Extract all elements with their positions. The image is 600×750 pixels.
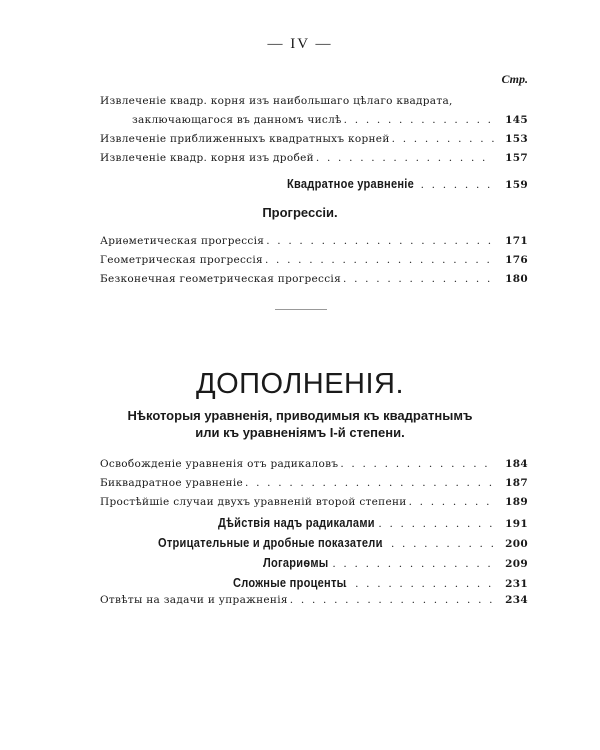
dot-leader — [409, 496, 494, 508]
dot-leader — [265, 254, 494, 266]
entry-page: 209 — [505, 558, 528, 570]
entry-title: Простѣйшіе случаи двухъ уравненій второй степени — [100, 496, 407, 508]
page-column-header: Стр. — [501, 72, 528, 86]
entry-page: 180 — [505, 273, 528, 285]
dot-leader — [343, 273, 494, 285]
entry-page: 187 — [505, 477, 528, 489]
dot-leader — [380, 538, 494, 550]
page-number: — IV — — [267, 36, 333, 52]
toc-entry-chapter[interactable] — [158, 535, 528, 553]
toc-entry-chapter[interactable] — [287, 176, 528, 194]
toc-entry[interactable] — [100, 496, 528, 514]
entry-page: 200 — [505, 538, 528, 550]
section-heading-progressions: Прогрессіи. — [262, 205, 338, 220]
entry-title: Дѣйствія надъ радикалами — [218, 515, 375, 530]
dot-leader — [340, 458, 494, 470]
toc-entry[interactable] — [100, 95, 528, 113]
toc-entry-chapter[interactable] — [218, 515, 528, 533]
entry-page: 157 — [505, 152, 528, 164]
entry-title: Геометрическая прогрессія — [100, 254, 263, 266]
toc-entry[interactable] — [100, 273, 528, 291]
dot-leader — [410, 179, 495, 191]
dot-leader — [266, 235, 494, 247]
entry-page: 231 — [505, 578, 528, 590]
entry-page: 184 — [505, 458, 528, 470]
entry-title: Ариѳметическая прогрессія — [100, 235, 265, 247]
toc-entry[interactable] — [132, 114, 528, 132]
entry-title: Безконечная геометрическая прогрессія — [100, 273, 342, 285]
toc-entry[interactable] — [100, 594, 528, 612]
dot-leader — [367, 518, 494, 530]
entry-page: 171 — [505, 235, 528, 247]
dot-leader — [344, 114, 494, 126]
toc-entry[interactable] — [100, 458, 528, 476]
toc-entry[interactable] — [100, 254, 528, 272]
entry-page: 153 — [505, 133, 528, 145]
entry-title: Сложные проценты — [233, 575, 347, 590]
entry-page: 145 — [505, 114, 528, 126]
toc-entry[interactable] — [100, 235, 528, 253]
dot-leader — [310, 558, 494, 570]
entry-title: Логариѳмы — [263, 555, 329, 570]
entry-title: Отрицательные и дробные показатели — [158, 535, 383, 550]
appendix-title: ДОПОЛНЕНІЯ. — [195, 368, 405, 400]
entry-page: 176 — [505, 254, 528, 266]
toc-entry[interactable] — [100, 133, 528, 151]
entry-title: заключающагося въ данномъ числѣ — [132, 114, 342, 126]
entry-page: 159 — [505, 179, 528, 191]
dot-leader — [392, 133, 494, 145]
entry-title: Извлеченіе квадр. корня изъ наибольшаго цѣлаго квадрата, — [100, 95, 453, 107]
entry-title: Отвѣты на задачи и упражненія — [100, 594, 288, 606]
appendix-subtitle-line1: Нѣкоторыя уравненія, приводимыя къ квадратнымъ — [127, 408, 473, 423]
section-divider — [275, 309, 327, 310]
dot-leader — [333, 578, 494, 590]
dot-leader — [245, 477, 494, 489]
toc-entry-chapter[interactable] — [263, 555, 528, 573]
entry-title: Освобожденіе уравненія отъ радикаловъ — [100, 458, 339, 470]
toc-entry[interactable] — [100, 152, 528, 170]
appendix-subtitle-line2: или къ уравненіямъ I-й степени. — [195, 425, 405, 440]
dot-leader — [290, 594, 494, 606]
entry-title: Извлеченіе приближенныхъ квадратныхъ корней — [100, 133, 390, 145]
dot-leader — [316, 152, 494, 164]
entry-title: Биквадратное уравненіе — [100, 477, 244, 489]
entry-title: Квадратное уравненіе — [287, 176, 414, 191]
toc-entry[interactable] — [100, 477, 528, 495]
entry-page: 234 — [505, 594, 528, 606]
entry-page: 191 — [505, 518, 528, 530]
toc-entry-chapter[interactable] — [233, 575, 528, 593]
entry-title: Извлеченіе квадр. корня изъ дробей — [100, 152, 314, 164]
entry-page: 189 — [505, 496, 528, 508]
